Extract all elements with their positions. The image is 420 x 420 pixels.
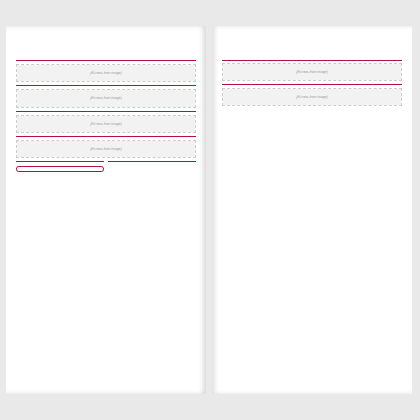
units-section xyxy=(16,85,196,107)
units-table xyxy=(16,65,196,83)
units-empty-row xyxy=(17,115,196,132)
left-sections xyxy=(16,60,196,158)
speed-section xyxy=(108,161,196,172)
units-empty: [fill rows from image] xyxy=(17,65,196,82)
alcohol-section xyxy=(222,84,402,106)
units-empty: [fill rows from image] xyxy=(17,140,196,157)
alcohol-table xyxy=(222,88,402,106)
units-section xyxy=(16,111,196,133)
units-table xyxy=(16,140,196,158)
alcohol-empty: [fill rows from image] xyxy=(223,88,402,105)
units-empty: [fill rows from image] xyxy=(17,115,196,132)
alcohol-empty-row xyxy=(223,88,402,105)
calories-empty: [fill rows from image] xyxy=(223,63,402,80)
units-section xyxy=(16,60,196,82)
units-table xyxy=(16,115,196,133)
left-page xyxy=(6,26,206,394)
thermometer-scale xyxy=(16,166,104,172)
units-empty-row xyxy=(17,90,196,107)
right-page xyxy=(212,26,412,394)
calories-section xyxy=(222,60,402,81)
left-bottom xyxy=(16,161,196,175)
units-empty-row xyxy=(17,65,196,82)
units-empty-row xyxy=(17,140,196,157)
units-table xyxy=(16,90,196,108)
temperature-section xyxy=(16,161,104,172)
units-section xyxy=(16,136,196,158)
calories-empty-row xyxy=(223,63,402,80)
calories-table xyxy=(222,63,402,81)
units-empty: [fill rows from image] xyxy=(17,90,196,107)
